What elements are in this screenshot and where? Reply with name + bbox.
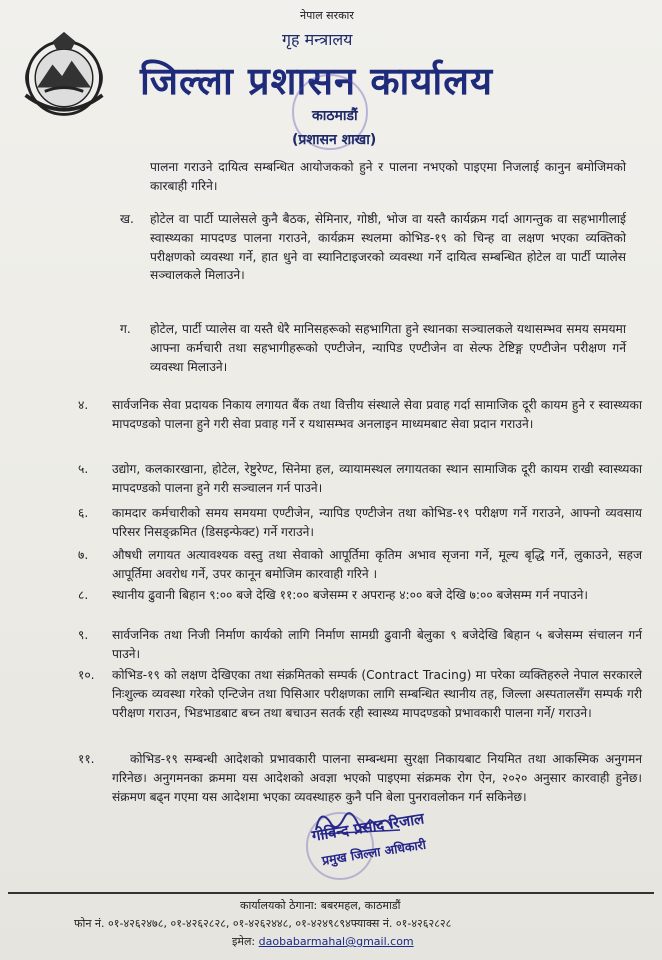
item-number: ४. bbox=[78, 398, 89, 412]
office-title: जिल्ला प्रशासन कार्यालय bbox=[140, 59, 494, 103]
government-title: नेपाल सरकार bbox=[300, 9, 354, 22]
email-label: इमेल: bbox=[232, 935, 256, 948]
item-text: सार्वजनिक सेवा प्रदायक निकाय लगायत बैंक तथा वित्तीय संस्थाले सेवा प्रवाह गर्दा सामाजिक दूरी कायम हुने र स्वास्थ्यका मापदण्डको पालना हुने गरी सेवा प्रवाह गर्ने र यथासम्भव अनलाइन माध्यमबाट सेवा प्रदान गराउने। bbox=[112, 398, 642, 431]
item-text: कोभिड-१९ सम्बन्धी आदेशको प्रभावकारी पालना सम्बन्धमा सुरक्षा निकायबाट नियमित तथा आकस्मिक अनुगमन गरिनेछ। अनुगमनका क्रममा यस आदेशको अवज्ञा भएको पाइएमा संक्रमक रोग ऐन, २०२० अनुसार कारवाही हुनेछ। संक्रमण बढ्न गएमा यस आदेशमा भएका व्यवस्थाहरु कुनै पनि बेला पुनरावलोकन गर्न सकिनेछ। bbox=[112, 752, 642, 804]
nepal-emblem-icon bbox=[16, 28, 112, 124]
item-text: कोभिड-१९ को लक्षण देखिएका तथा संक्रमितको सम्पर्क (Contract Tracing) मा परेका व्यक्तिहरुले नेपाल सरकारले निःशुल्क व्यवस्था गरेको एन्टिजेन तथा पिसिआर परीक्षणका लागि सम्बन्धित स्थानीय तह, जिल्ला अस्पतालसँग सम्पर्क गरी परीक्षण गराउन, भिडभाडबाट बच्न तथा बचाउन सतर्क रही स्वास्थ्य मापदण्डको प्रभावकारी पालना गर्ने/ गराउने। bbox=[112, 668, 642, 720]
subitem-label: ग. bbox=[120, 322, 131, 336]
subitem-text: होटेल वा पार्टी प्यालेसले कुनै बैठक, सेमिनार, गोष्ठी, भोज वा यस्तै कार्यक्रम गर्दा आगन्तुक वा सहभागीलाई स्वास्थ्यका मापदण्ड पालना गराउने, कार्यक्रम स्थलमा कोभिड-१९ को चिन्ह वा लक्षण भएका व्यक्तिको परीक्षणको व्यवस्था गर्ने, हात धुने वा स्यानिटाइजरको व्यवस्था गर्ने दायित्व सम्बन्धित होटेल वा पार्टी प्यालेस सञ्चालकले मिलाउने। bbox=[150, 212, 626, 283]
signatory-name: गोविन्द प्रसाद रिजाल bbox=[310, 809, 426, 845]
item-number: ७. bbox=[78, 548, 89, 562]
item-number: ५. bbox=[78, 462, 89, 476]
office-phones: फोन नं. ०१-४२६२४७८, ०१-४२६२८२८, ०१-४२६२४४८, ०१-४२४९८९४फ्याक्स नं. ०१-४२६२८२८ bbox=[74, 917, 452, 930]
item-text: उद्योग, कलकारखाना, होटेल, रेष्टुरेण्ट, सिनेमा हल, व्यायामस्थल लगायतका स्थान सामाजिक दूरी कायम राखी स्वास्थ्यका मापदण्डको पालना हुने गरी सञ्चालन गर्न पाउने। bbox=[112, 462, 642, 495]
email-link[interactable]: daobabarmahal@gmail.com bbox=[258, 935, 414, 948]
item-number: १०. bbox=[78, 668, 95, 682]
item-text: स्थानीय ढुवानी बिहान ९:०० बजे देखि ११:०० बजेसम्म र अपरान्ह ४:०० बजे देखि ७:०० बजेसम्म गर्न नपाउने। bbox=[112, 588, 588, 602]
item-number: ८. bbox=[78, 588, 89, 602]
item-number: ११. bbox=[78, 752, 95, 766]
letterhead bbox=[0, 0, 662, 160]
footer-divider bbox=[8, 892, 654, 894]
district-name: काठमाडौं bbox=[312, 108, 358, 124]
intro-paragraph: पालना गराउने दायित्व सम्बन्धित आयोजकको हुने र पालना नभएको पाइएमा निजलाई कानुन बमोजिमको कारबाही गरिने। bbox=[150, 160, 626, 193]
subitem-label: ख. bbox=[120, 212, 134, 226]
item-number: ६. bbox=[78, 506, 89, 520]
office-address: कार्यालयको ठेगाना: बबरमहल, काठमाडौं bbox=[240, 899, 401, 912]
item-number: ९. bbox=[78, 628, 89, 642]
section-name: (प्रशासन शाखा) bbox=[292, 132, 377, 148]
ministry-title: गृह मन्त्रालय bbox=[282, 30, 353, 49]
subitem-text: होटेल, पार्टी प्यालेस वा यस्तै धेरै मानिसहरूको सहभागिता हुने स्थानका सञ्चालकले यथासम्भव समय समयमा आफ्ना कर्मचारी तथा सहभागीहरूको एण्टीजेन, न्यापिड एण्टीजेन वा सेल्फ टेष्टिङ्ग एण्टीजेन परीक्षण गर्ने व्यवस्था मिलाउने। bbox=[150, 322, 626, 374]
item-text: सार्वजनिक तथा निजी निर्माण कार्यको लागि निर्माण सामग्री ढुवानी बेलुका ९ बजेदेखि बिहान ५ बजेसम्म संचालन गर्न पाउने। bbox=[112, 628, 642, 661]
signatory-title: प्रमुख जिल्ला अधिकारी bbox=[320, 836, 427, 868]
email-line bbox=[232, 934, 414, 949]
item-text: औषधी लगायत अत्यावश्यक वस्तु तथा सेवाको आपूर्तिमा कृतिम अभाव सृजना गर्ने, मूल्य बृद्धि गर्ने, लुकाउने, सहज आपूर्तिमा अवरोध गर्ने, उपर कानून बमोजिम कारवाही गरिने । bbox=[112, 548, 642, 581]
item-text: कामदार कर्मचारीको समय समयमा एण्टीजेन, न्यापिड एण्टीजेन तथा कोभिड-१९ परीक्षण गर्ने गराउने, आफ्नो व्यवसाय परिसर निसङ्क्रमित (डिसइन्फेक्ट) गर्ने गराउने। bbox=[112, 506, 642, 539]
